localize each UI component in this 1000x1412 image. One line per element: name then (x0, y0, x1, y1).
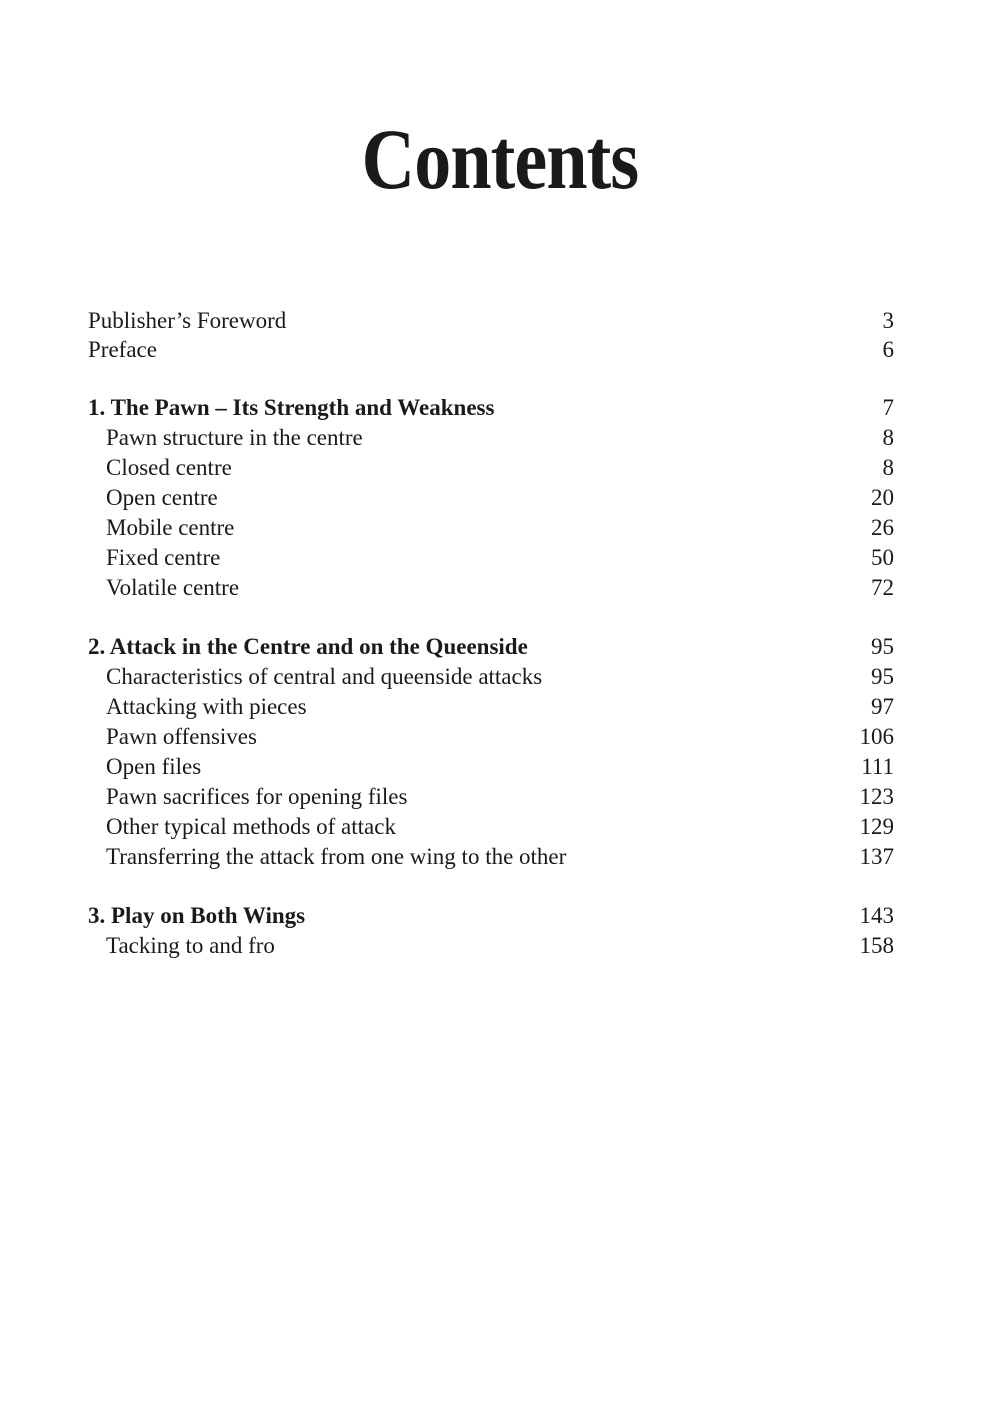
toc-entry-page: 26 (871, 515, 894, 540)
toc-entry-page: 95 (871, 634, 894, 659)
toc-entry-label: Characteristics of central and queenside attacks (106, 664, 543, 689)
toc-entry-page: 8 (882, 425, 894, 450)
toc-section-entry[interactable] (88, 722, 894, 752)
toc-entry-page: 97 (871, 694, 894, 719)
toc-section-entry[interactable] (88, 931, 894, 961)
toc-section-entry[interactable] (88, 842, 894, 872)
toc-entry-label: Pawn sacrifices for opening files (106, 784, 408, 809)
toc-entry-page: 20 (871, 485, 894, 510)
toc-chapter-2 (88, 632, 894, 872)
toc-entry-publishers-foreword[interactable] (88, 306, 894, 335)
toc-section-entry[interactable] (88, 752, 894, 782)
toc-chapter-heading[interactable] (88, 632, 894, 662)
toc-entry-page: 6 (882, 337, 894, 362)
toc-section-entry[interactable] (88, 812, 894, 842)
toc-entry-page: 8 (882, 455, 894, 480)
toc-entry-label: 1. The Pawn – Its Strength and Weakness (88, 395, 495, 420)
toc-entry-label: Pawn offensives (106, 724, 257, 749)
toc-chapter-1 (88, 393, 894, 603)
toc-entry-page: 106 (859, 724, 894, 749)
toc-entry-label: 3. Play on Both Wings (88, 903, 306, 928)
toc-section-entry[interactable] (88, 662, 894, 692)
toc-section-entry[interactable] (88, 692, 894, 722)
toc-section-entry[interactable] (88, 483, 894, 513)
toc-entry-page: 123 (859, 784, 894, 809)
toc-section-entry[interactable] (88, 513, 894, 543)
toc-entry-label: Preface (88, 337, 157, 362)
toc-entry-page: 111 (861, 754, 894, 779)
toc-chapter-heading[interactable] (88, 901, 894, 931)
toc-entry-label: Transferring the attack from one wing to the other (106, 844, 567, 869)
toc-entry-label: Open files (106, 754, 202, 779)
toc-entry-page: 3 (882, 308, 894, 333)
page-title: Contents (361, 111, 639, 207)
toc-entry-label: Tacking to and fro (106, 933, 275, 958)
toc-entry-label: Publisher’s Foreword (88, 308, 287, 333)
toc-entry-page: 137 (859, 844, 894, 869)
toc-entry-label: Pawn structure in the centre (106, 425, 363, 450)
toc-section-entry[interactable] (88, 423, 894, 453)
toc-entry-label: 2. Attack in the Centre and on the Queenside (88, 634, 528, 659)
toc-entry-page: 129 (859, 814, 894, 839)
toc-entry-page: 158 (859, 933, 894, 958)
toc-chapter-3 (88, 901, 894, 961)
toc-entry-label: Open centre (106, 485, 218, 510)
toc-section-entry[interactable] (88, 453, 894, 483)
toc-entry-preface[interactable] (88, 335, 894, 364)
toc-entry-page: 95 (871, 664, 894, 689)
toc-entry-label: Attacking with pieces (106, 694, 307, 719)
toc-entry-page: 143 (859, 903, 894, 928)
toc-entry-label: Mobile centre (106, 515, 235, 540)
toc-chapter-heading[interactable] (88, 393, 894, 423)
toc-section-entry[interactable] (88, 543, 894, 573)
table-of-contents (88, 306, 894, 990)
toc-entry-label: Other typical methods of attack (106, 814, 396, 839)
toc-entry-page: 72 (871, 575, 894, 600)
toc-section-entry[interactable] (88, 573, 894, 603)
toc-front-matter (88, 306, 894, 364)
toc-section-entry[interactable] (88, 782, 894, 812)
toc-entry-label: Volatile centre (106, 575, 240, 600)
toc-entry-page: 50 (871, 545, 894, 570)
toc-entry-page: 7 (882, 395, 894, 420)
toc-entry-label: Fixed centre (106, 545, 221, 570)
toc-entry-label: Closed centre (106, 455, 232, 480)
